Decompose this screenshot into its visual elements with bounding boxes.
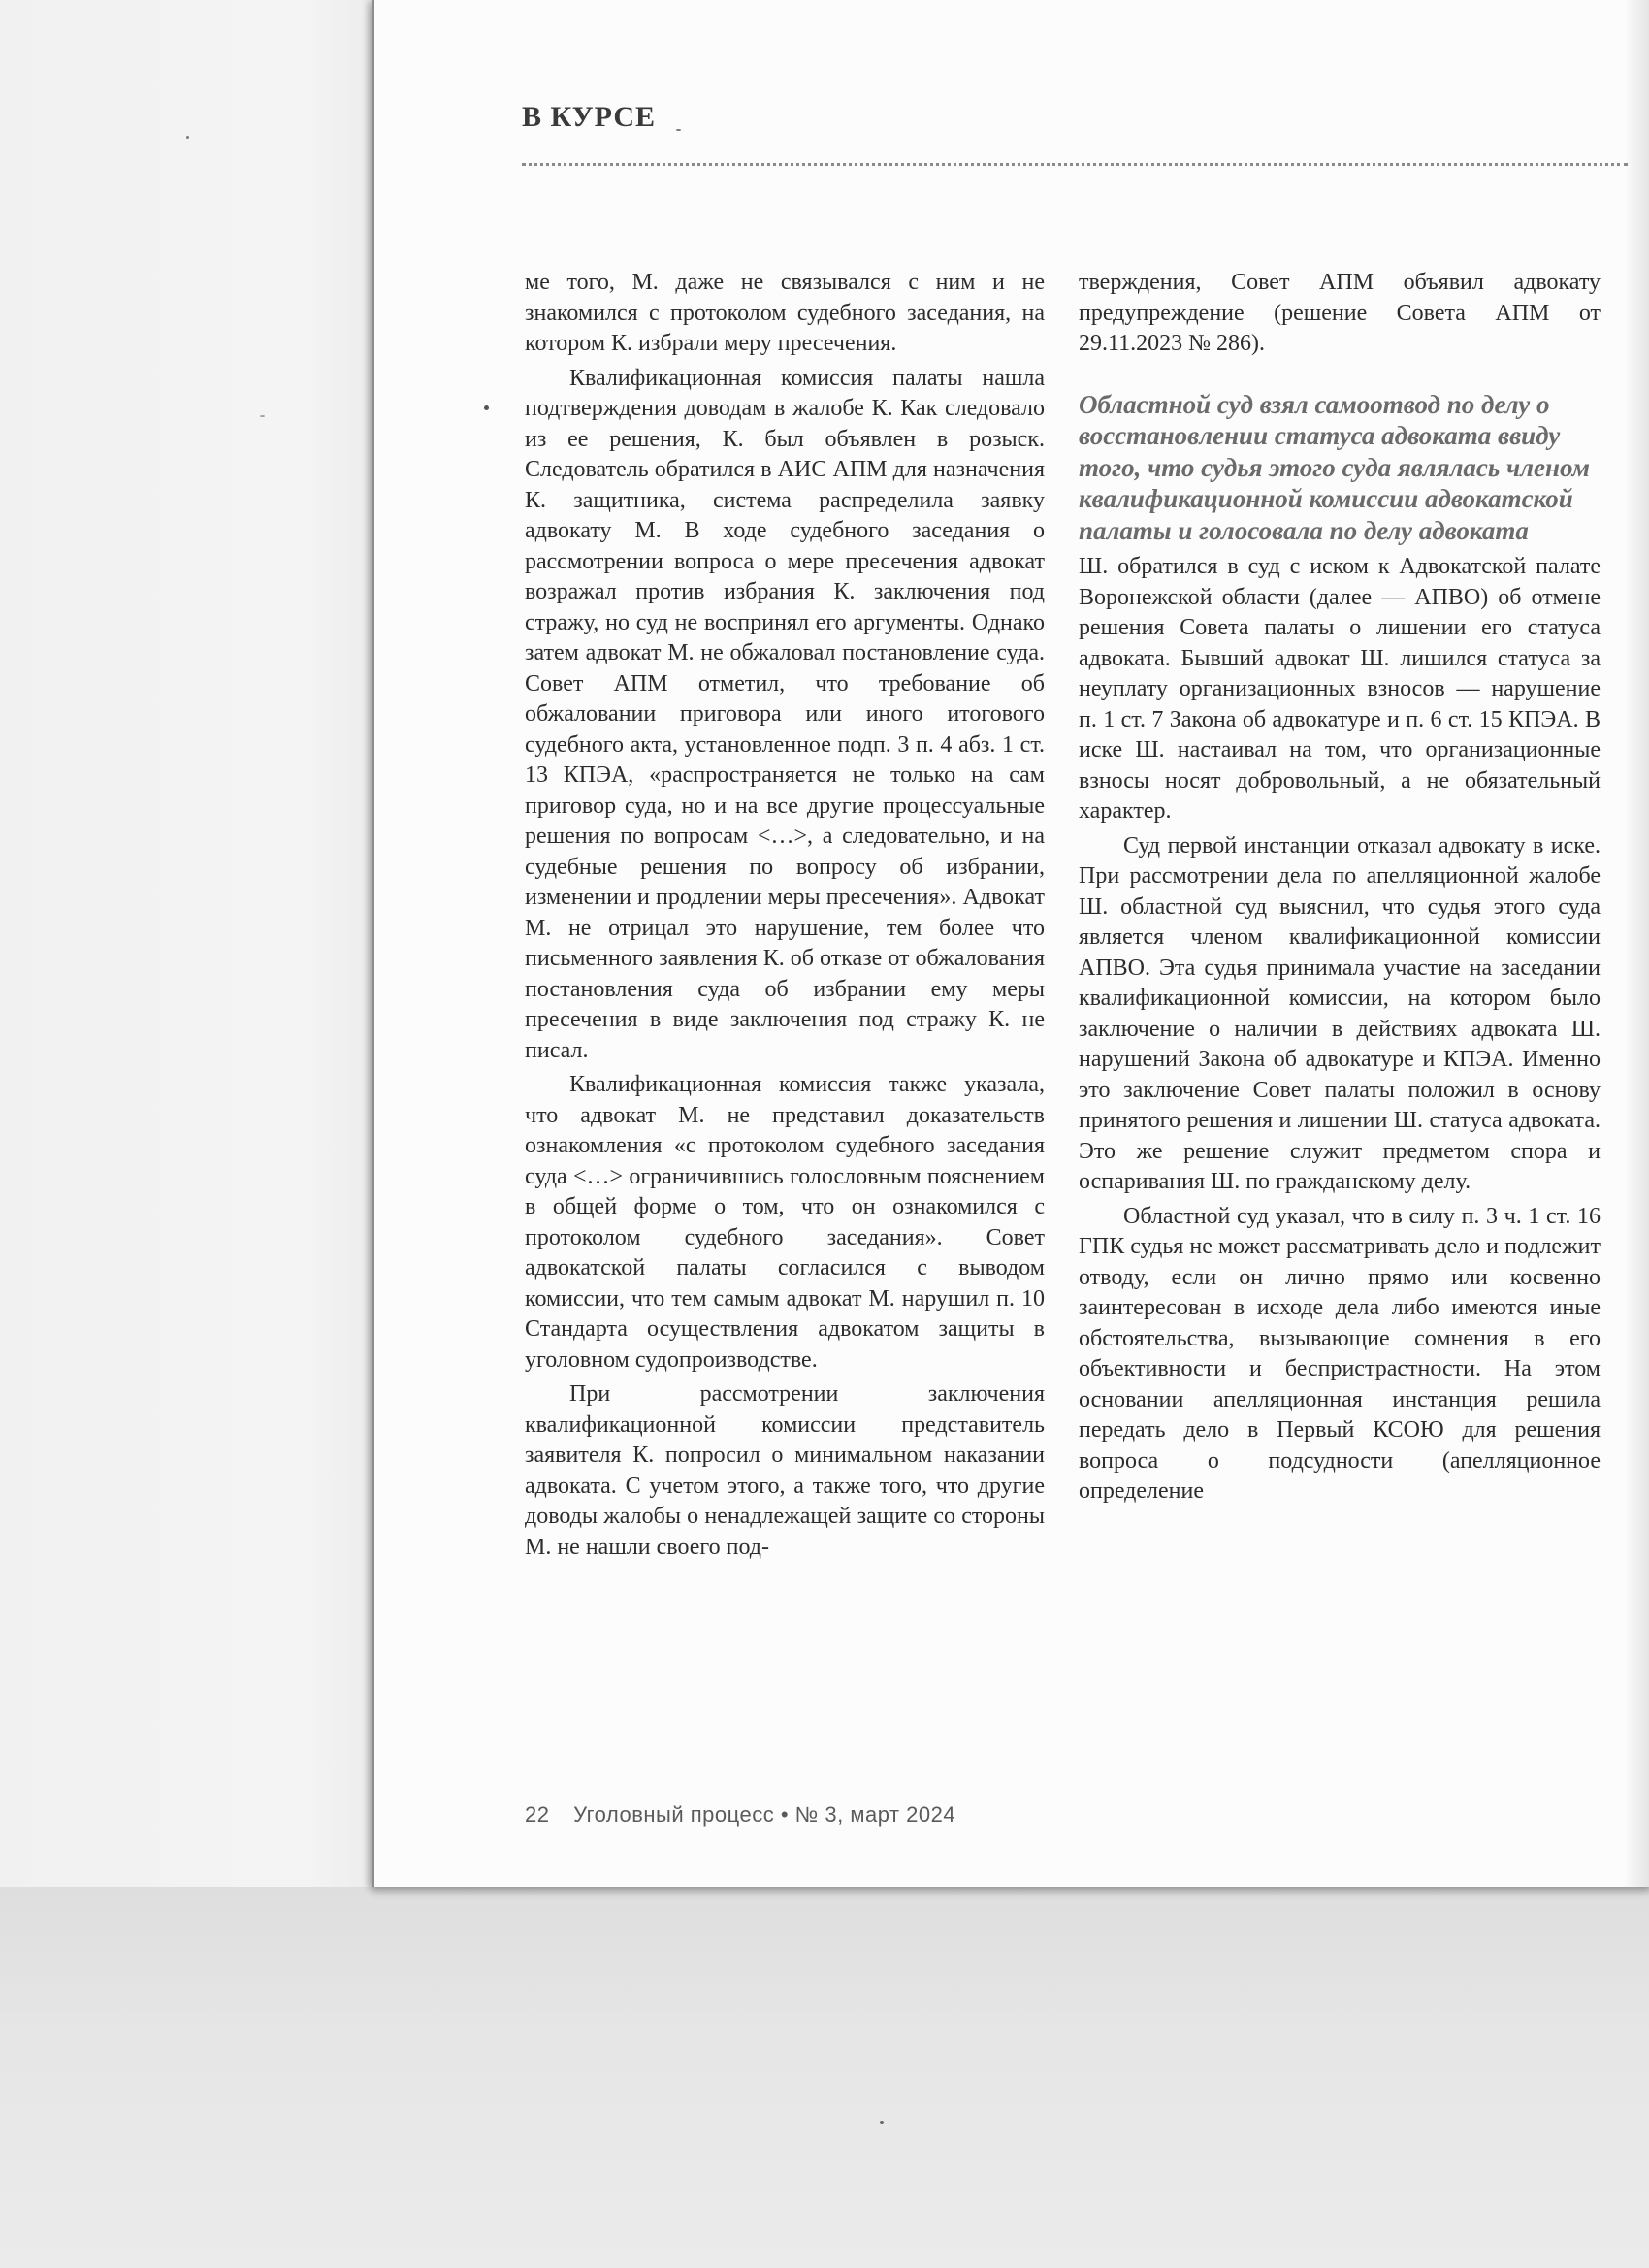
paragraph: Квалификационная комиссия палаты нашла подтверждения доводам в жалобе К. Как следовало из ее решения, К. был объявлен в розыск. Следователь обратился в АИС АПМ для назначения К. защитника, система распределила заявку адвокату М. В ходе судебного заседания о рассмотрении вопроса о мере пресечения адвокат возражал против избрания К. заключения под стражу, но суд не воспринял его аргументы. Однако затем адвокат М. не обжаловал постановление суда. Совет АПМ отметил, что требование об обжаловании приговора или иного итогового судебного акта, установленное подп. 3 п. 4 абз. 1 ст. 13 КПЭА, «распространяется не только на сам приговор суда, но и на все другие процессуальные решения по вопросам <…>, а следовательно, и на судебные решения по вопросу об избрании, изменении и продлении меры пресечения». Адвокат М. не отрицал это нарушение, тем более что письменного заявления К. об отказе от обжалования постановления суда об избрании ему меры пресечения в виде заключения под стражу К. не писал.: [525, 365, 1045, 1063]
paragraph: При рассмотрении заключения квалификационной комиссии представитель заявителя К. попросил о минимальном наказании адвоката. С учетом этого, а также того, что другие доводы жалобы о ненадлежащей защите со стороны М. не нашли своего под-: [525, 1381, 1045, 1560]
scan-speck: [186, 136, 189, 139]
scan-speck: [880, 2121, 884, 2124]
scan-background-bottom: [0, 1887, 1649, 2268]
bullet-mark: [484, 405, 489, 410]
page-footer: [525, 1802, 955, 1828]
paragraph: Суд первой инстанции отказал адвокату в иске. При рассмотрении дела по апелляционной жалобе Ш. областной суд выяснил, что судья этого суда является членом квалификационной комиссии АПВО. Эта судья принимала участие на заседании квалификационной комиссии, на котором было заключение о наличии в действиях адвоката Ш. нарушений Закона об адвокатуре и КПЭА. Именно это заключение Совет палаты положил в основу принятого решения и лишении Ш. статуса адвоката. Это же решение служит предметом спора и оспаривания Ш. по гражданскому делу.: [1079, 832, 1600, 1194]
paragraph: тверждения, Совет АПМ объявил адвокату предупреждение (решение Совета АПМ от 29.11.2023 № 286).: [1079, 270, 1600, 356]
right-column: [1079, 268, 1600, 1776]
page-edge-shadow: [1626, 0, 1649, 1887]
paragraph: Областной суд указал, что в силу п. 3 ч. 1 ст. 16 ГПК судья не может рассматривать дело и подлежит отводу, если он лично прямо или косвенно заинтересован в исходе дела либо имеются иные обстоятельства, вызывающие сомнения в его объективности и беспристрастности. На этом основании апелляционная инстанция решила передать дело в Первый КСОЮ для решения вопроса о подсудности (апелляционное определение: [1079, 1203, 1600, 1504]
header-dotted-rule: [522, 163, 1628, 166]
page-number: 22: [525, 1802, 550, 1827]
scan-speck: [260, 415, 265, 417]
scan-background-left: [0, 0, 383, 1887]
article-subheading: Областной суд взял самоотвод по делу о восстановлении статуса адвоката ввиду того, что судья этого суда являлась членом квалификационной комиссии адвокатской палаты и голосовала по делу адвоката: [1079, 389, 1590, 545]
paragraph: Ш. обратился в суд с иском к Адвокатской палате Воронежской области (далее — АПВО) об отмене решения Совета палаты о лишении его статуса адвоката. Бывший адвокат Ш. лишился статуса за неуплату организационных взносов — нарушение п. 1 ст. 7 Закона об адвокатуре и п. 6 ст. 15 КПЭА. В иске Ш. настаивал на том, что организационные взносы носят добровольный, а не обязательный характер.: [1079, 554, 1600, 824]
scan-speck: [676, 129, 681, 131]
section-title: В КУРСЕ: [522, 101, 657, 133]
paragraph: Квалификационная комиссия также указала, что адвокат М. не представил доказательств ознакомления «с протоколом судебного заседания суда <…> ограничившись голословным пояснением в общей форме о том, что он ознакомился с протоколом судебного заседания». Совет адвокатской палаты согласился с выводом комиссии, что тем самым адвокат М. нарушил п. 10 Стандарта осуществления адвокатом защиты в уголовном судопроизводстве.: [525, 1072, 1045, 1373]
left-column: [525, 268, 1045, 1776]
paragraph: ме того, М. даже не связывался с ним и не знакомился с протоколом судебного заседания, на котором К. избрали меру пресечения.: [525, 270, 1045, 356]
publication-name: Уголовный процесс • № 3, март 2024: [573, 1802, 956, 1827]
